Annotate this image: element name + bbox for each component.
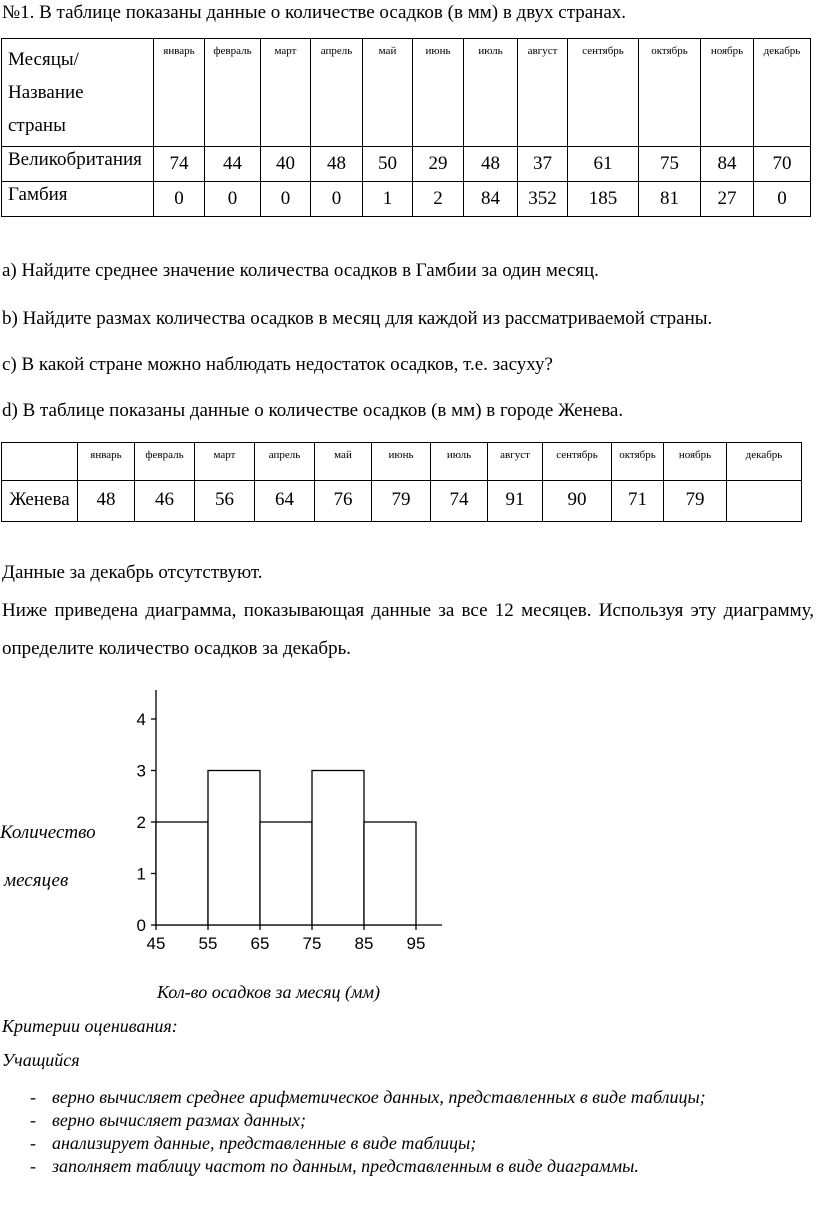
month-header: ноябрь bbox=[701, 39, 754, 147]
month-header: февраль bbox=[205, 39, 261, 147]
month-header: март bbox=[195, 443, 255, 481]
criteria-text: заполняет таблицу частот по данным, представленным в виде диаграммы. bbox=[52, 1156, 639, 1176]
month-header: февраль bbox=[135, 443, 195, 481]
table-cell: 71 bbox=[612, 481, 664, 522]
country-name: Гамбия bbox=[2, 182, 154, 217]
histogram-bar bbox=[364, 822, 416, 925]
table-cell: 48 bbox=[311, 147, 363, 182]
y-tick-label: 3 bbox=[136, 761, 146, 781]
table-cell bbox=[727, 481, 802, 522]
month-header: сентябрь bbox=[543, 443, 612, 481]
table-cell: 0 bbox=[311, 182, 363, 217]
criteria-text: верно вычисляет среднее арифметическое данных, представленных в виде таблицы; bbox=[52, 1087, 706, 1107]
table-cell: 74 bbox=[154, 147, 205, 182]
histogram-chart bbox=[120, 684, 460, 964]
histogram-bar bbox=[312, 771, 364, 926]
student-label: Учащийся bbox=[2, 1050, 80, 1070]
criteria-list bbox=[30, 1086, 706, 1178]
table-cell: 185 bbox=[568, 182, 639, 217]
list-dash: - bbox=[30, 1087, 36, 1107]
month-header: июль bbox=[464, 39, 518, 147]
table-cell: 70 bbox=[754, 147, 811, 182]
y-tick-label: 2 bbox=[136, 813, 146, 832]
table-cell: 0 bbox=[205, 182, 261, 217]
criteria-text: верно вычисляет размах данных; bbox=[52, 1110, 306, 1130]
corner-line: Месяцы/ bbox=[8, 49, 79, 70]
list-item bbox=[30, 1155, 706, 1178]
table-cell: 75 bbox=[639, 147, 701, 182]
month-header: декабрь bbox=[727, 443, 802, 481]
table-corner-empty bbox=[2, 443, 78, 481]
table-row bbox=[2, 147, 811, 182]
month-header: январь bbox=[78, 443, 135, 481]
histogram-bar bbox=[156, 822, 208, 925]
chart-xlabel: Кол-во осадков за месяц (мм) bbox=[157, 982, 380, 1002]
table-cell: 84 bbox=[464, 182, 518, 217]
month-header: октябрь bbox=[639, 39, 701, 147]
table-cell: 29 bbox=[413, 147, 464, 182]
month-header: октябрь bbox=[612, 443, 664, 481]
table-cell: 1 bbox=[363, 182, 413, 217]
table-cell: 0 bbox=[754, 182, 811, 217]
table-row bbox=[2, 182, 811, 217]
rainfall-table-geneva bbox=[1, 442, 802, 522]
list-dash: - bbox=[30, 1156, 36, 1176]
x-tick-label: 45 bbox=[146, 934, 166, 953]
month-header: август bbox=[518, 39, 568, 147]
question-c: c) В какой стране можно наблюдать недостаток осадков, т.е. засуху? bbox=[2, 354, 553, 375]
question-d: d) В таблице показаны данные о количестве осадков (в мм) в городе Женева. bbox=[2, 400, 624, 421]
month-header: март bbox=[261, 39, 311, 147]
y-tick-label: 1 bbox=[136, 864, 146, 884]
note-missing-data: Данные за декабрь отсутствуют. bbox=[2, 562, 263, 583]
rainfall-table-countries bbox=[1, 38, 811, 217]
table-cell: 90 bbox=[543, 481, 612, 522]
table-cell: 56 bbox=[195, 481, 255, 522]
histogram-bar bbox=[208, 771, 260, 926]
chart-ylabel-line2: месяцев bbox=[4, 870, 69, 891]
y-tick-label: 4 bbox=[136, 710, 146, 729]
table-cell: 91 bbox=[488, 481, 543, 522]
month-header: июнь bbox=[372, 443, 431, 481]
x-tick-label: 95 bbox=[406, 934, 426, 953]
y-tick-label: 0 bbox=[136, 916, 146, 935]
table-cell: 50 bbox=[363, 147, 413, 182]
table-cell: 37 bbox=[518, 147, 568, 182]
table-cell: 48 bbox=[464, 147, 518, 182]
month-header: август bbox=[488, 443, 543, 481]
corner-line: Название bbox=[8, 82, 84, 103]
corner-line: страны bbox=[8, 115, 66, 136]
diagram-intro-line1: Ниже приведена диаграмма, показывающая данные за все 12 месяцев. Используя эту диаграмму, bbox=[2, 600, 814, 621]
histogram-bar bbox=[260, 822, 312, 925]
month-header: апрель bbox=[311, 39, 363, 147]
month-header: декабрь bbox=[754, 39, 811, 147]
question-b: b) Найдите размах количества осадков в месяц для каждой из рассматриваемой страны. bbox=[2, 308, 713, 329]
table-cell: 81 bbox=[639, 182, 701, 217]
month-header: май bbox=[315, 443, 372, 481]
month-header: май bbox=[363, 39, 413, 147]
table-cell: 61 bbox=[568, 147, 639, 182]
month-header: июль bbox=[431, 443, 488, 481]
question-a: a) Найдите среднее значение количества осадков в Гамбии за один месяц. bbox=[2, 260, 599, 281]
table-cell: 74 bbox=[431, 481, 488, 522]
table-cell: 48 bbox=[78, 481, 135, 522]
table-cell: 44 bbox=[205, 147, 261, 182]
table-cell: 79 bbox=[664, 481, 727, 522]
criteria-title: Критерии оценивания: bbox=[2, 1016, 178, 1036]
city-name: Женева bbox=[2, 481, 78, 522]
task-title: №1. В таблице показаны данные о количестве осадков (в мм) в двух странах. bbox=[2, 2, 627, 23]
table-corner-header bbox=[2, 39, 154, 147]
table-cell: 0 bbox=[261, 182, 311, 217]
month-header: январь bbox=[154, 39, 205, 147]
x-tick-label: 85 bbox=[354, 934, 374, 953]
list-item bbox=[30, 1109, 706, 1132]
month-header: июнь bbox=[413, 39, 464, 147]
list-dash: - bbox=[30, 1133, 36, 1153]
table-row bbox=[2, 481, 802, 522]
table-cell: 40 bbox=[261, 147, 311, 182]
list-dash: - bbox=[30, 1110, 36, 1130]
month-header: ноябрь bbox=[664, 443, 727, 481]
table-cell: 352 bbox=[518, 182, 568, 217]
criteria-text: анализирует данные, представленные в виде таблицы; bbox=[52, 1133, 477, 1153]
table-cell: 2 bbox=[413, 182, 464, 217]
list-item bbox=[30, 1132, 706, 1155]
country-name: Великобритания bbox=[2, 147, 154, 182]
x-tick-label: 55 bbox=[198, 934, 218, 953]
table-cell: 64 bbox=[255, 481, 315, 522]
chart-ylabel-line1: Количество bbox=[0, 822, 96, 843]
list-item bbox=[30, 1086, 706, 1109]
x-tick-label: 75 bbox=[302, 934, 322, 953]
month-header: сентябрь bbox=[568, 39, 639, 147]
table-cell: 76 bbox=[315, 481, 372, 522]
month-header: апрель bbox=[255, 443, 315, 481]
x-tick-label: 65 bbox=[250, 934, 270, 953]
diagram-intro-line2: определите количество осадков за декабрь. bbox=[2, 638, 352, 659]
table-cell: 27 bbox=[701, 182, 754, 217]
table-cell: 84 bbox=[701, 147, 754, 182]
table-cell: 46 bbox=[135, 481, 195, 522]
table-cell: 79 bbox=[372, 481, 431, 522]
table-cell: 0 bbox=[154, 182, 205, 217]
